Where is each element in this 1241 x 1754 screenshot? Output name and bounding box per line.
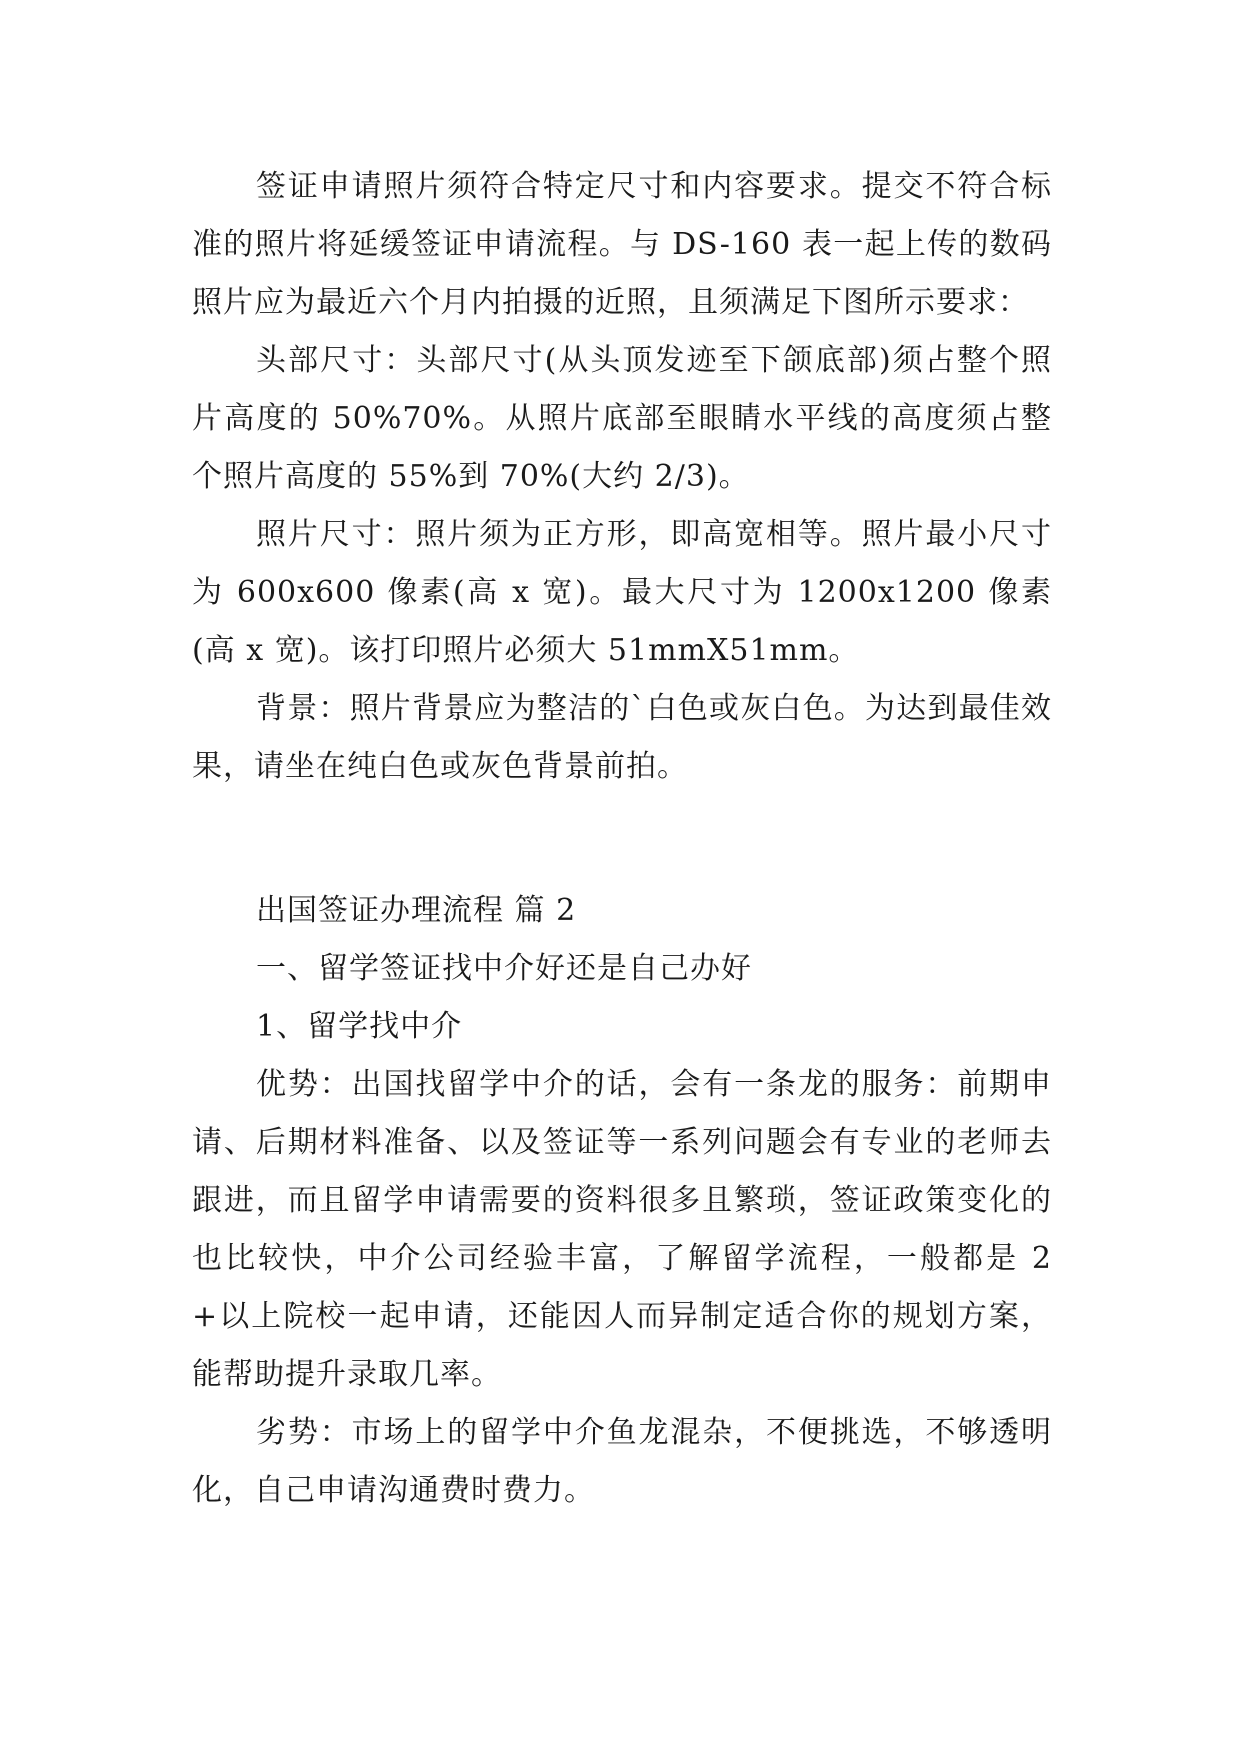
paragraph-head-size: 头部尺寸：头部尺寸(从头顶发迹至下颌底部)须占整个照片高度的 50%70%。从照片底部至眼睛水平线的高度须占整个照片高度的 55%到 70%(大约 2/3)。 [192,343,1052,494]
subheading-agency: 1、留学找中介 [256,1009,463,1044]
paragraph-photo-requirements: 签证申请照片须符合特定尺寸和内容要求。提交不符合标准的照片将延缓签证申请流程。与 DS-160 表一起上传的数码照片应为最近六个月内拍摄的近照，且须满足下图所示要求： [192,169,1052,320]
paragraph-advantages: 优势：出国找留学中介的话，会有一条龙的服务：前期申请、后期材料准备、以及签证等一系列问题会有专业的老师去跟进，而且留学申请需要的资料很多且繁琐，签证政策变化的也比较快，中介公司经验丰富，了解留学流程，一般都是 2+以上院校一起申请，还能因人而异制定适合你的规划方案，能帮助提升录取几率。 [192,1067,1052,1392]
section-gap [192,796,1052,882]
subheading-agency-or-self: 一、留学签证找中介好还是自己办好 [256,951,752,986]
document-page [192,158,1052,1520]
paragraph-photo-size: 照片尺寸：照片须为正方形，即高宽相等。照片最小尺寸为 600x600 像素(高 x 宽)。最大尺寸为 1200x1200 像素(高 x 宽)。该打印照片必须大 51mmX51mm。 [192,517,1052,668]
section-heading: 出国签证办理流程 篇 2 [256,893,577,928]
paragraph-disadvantages: 劣势：市场上的留学中介鱼龙混杂，不便挑选，不够透明化，自己申请沟通费时费力。 [192,1415,1052,1508]
paragraph-background: 背景：照片背景应为整洁的`白色或灰白色。为达到最佳效果，请坐在纯白色或灰色背景前拍。 [192,691,1052,784]
